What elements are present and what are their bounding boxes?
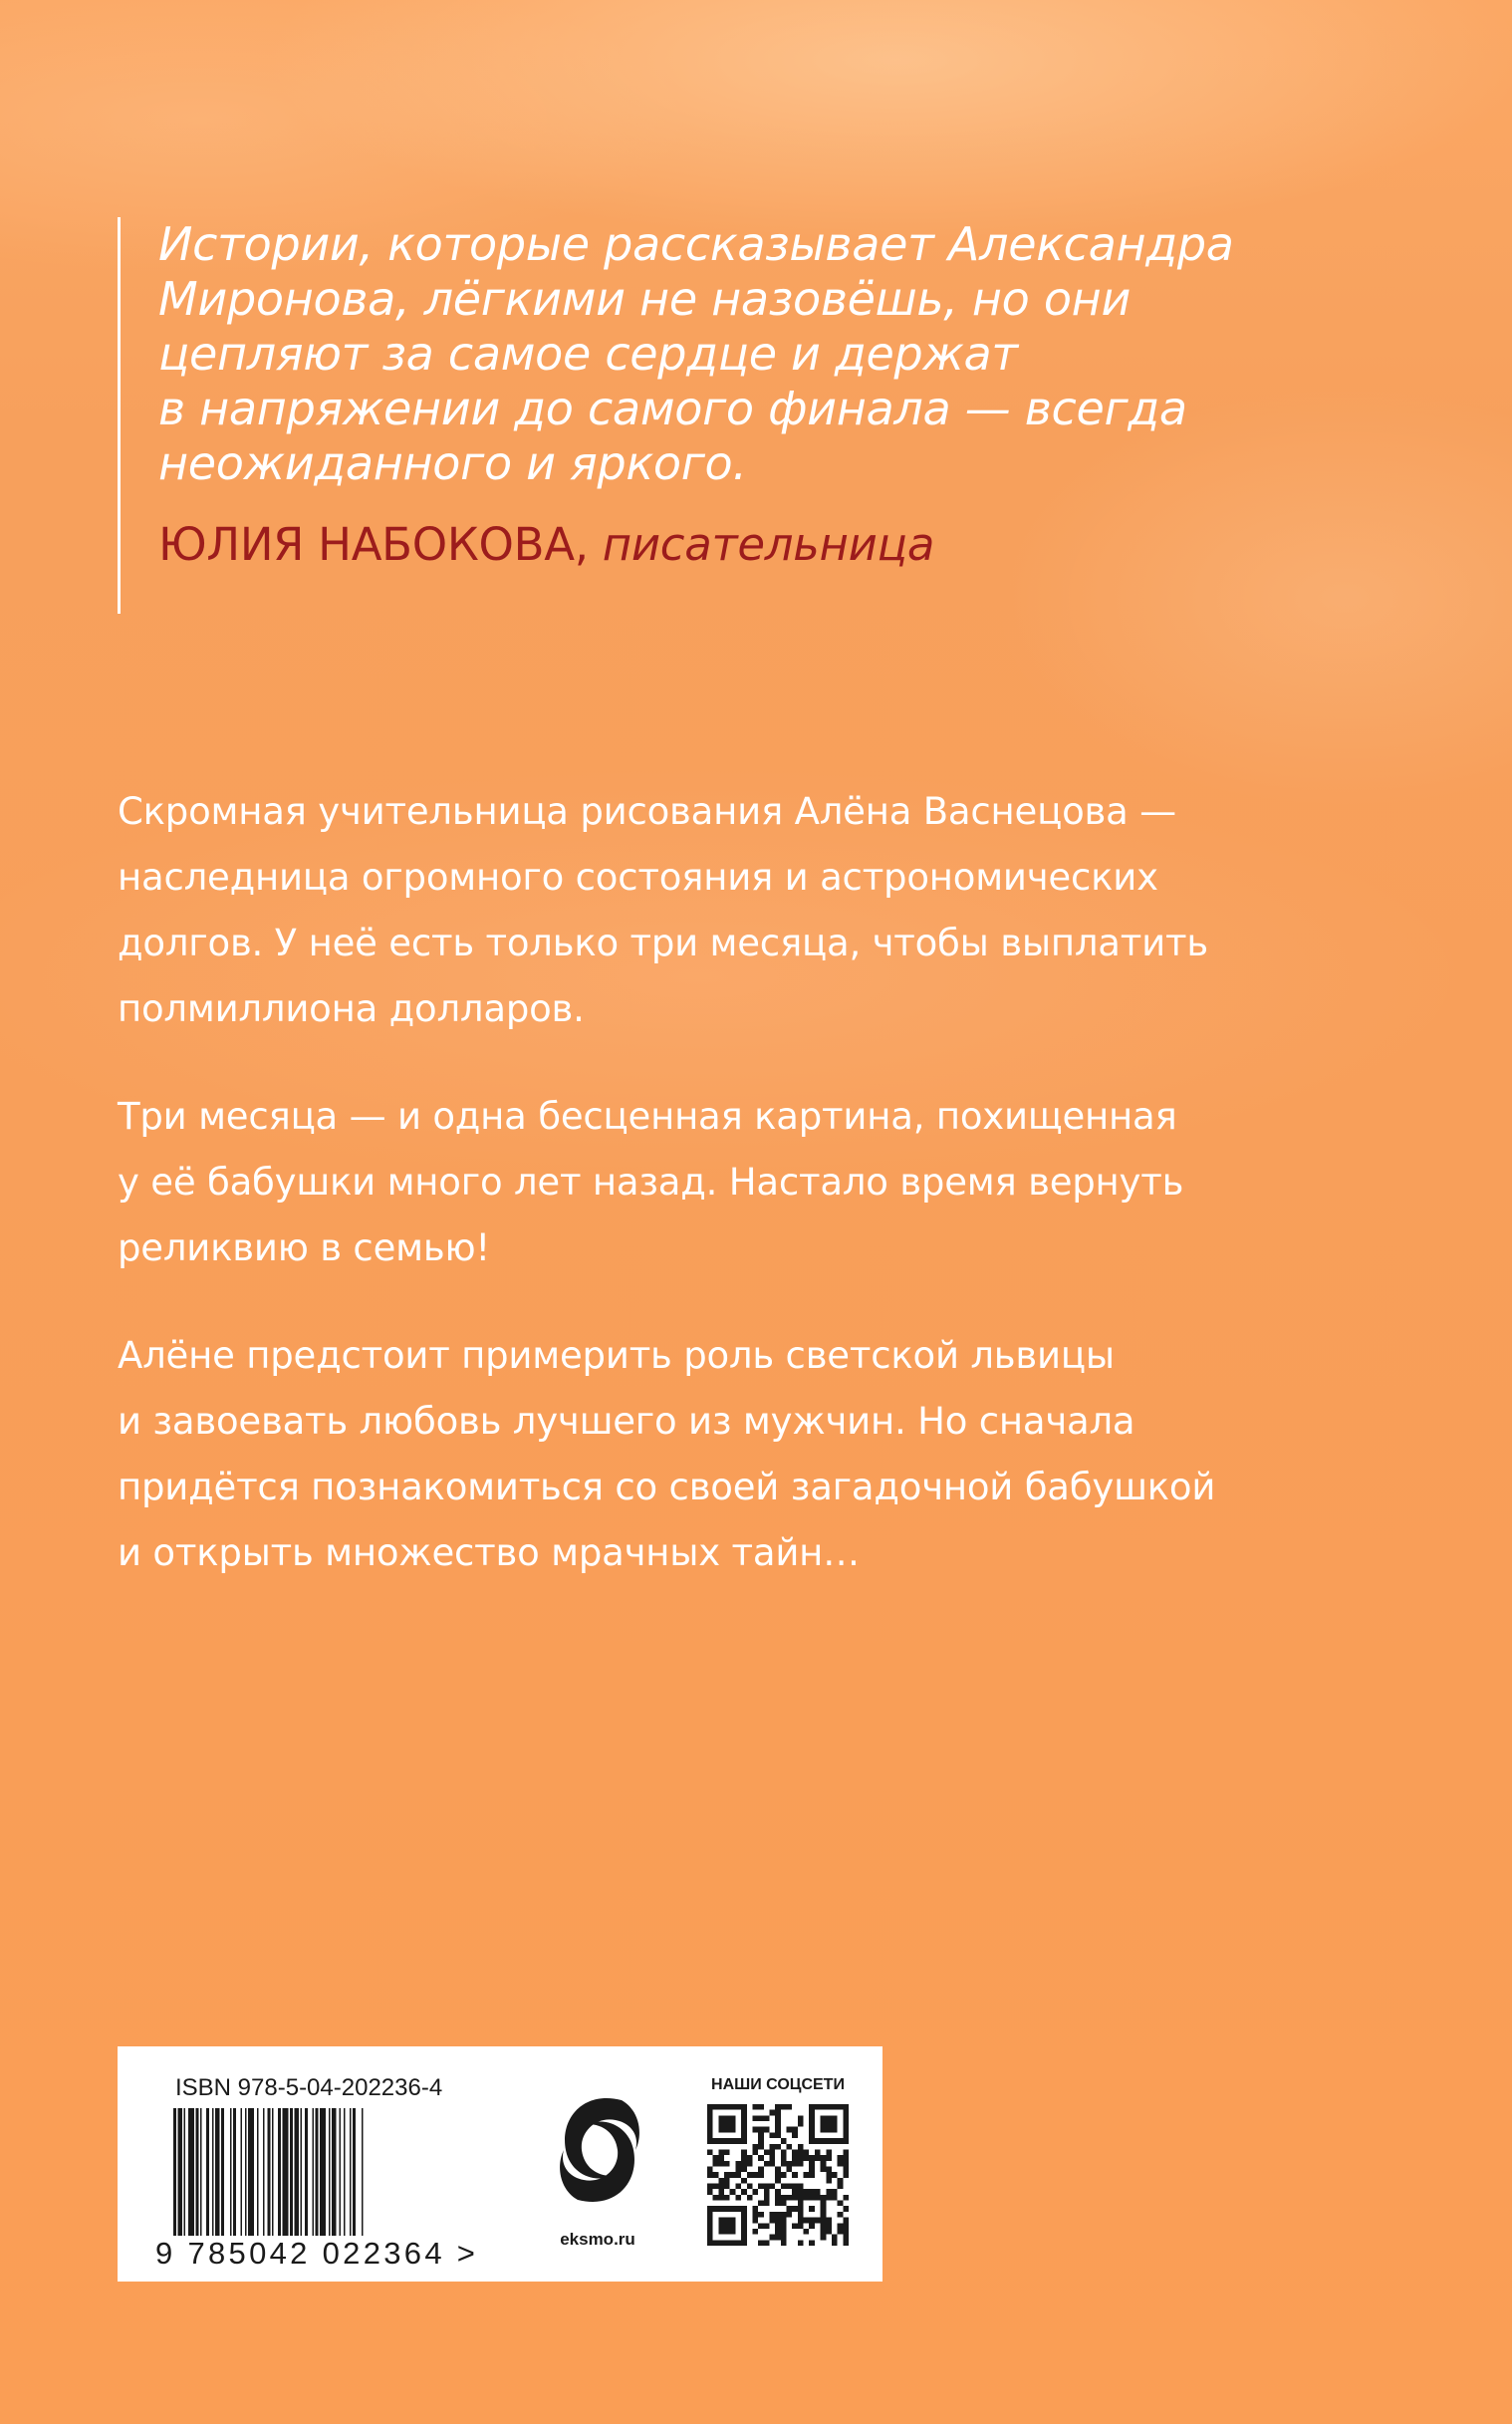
eksmo-logo-icon [552, 2080, 647, 2220]
quote-author-role: писательница [602, 518, 935, 571]
isbn-label: ISBN 978-5-04-202236-4 [175, 2074, 443, 2101]
quote-author [158, 517, 1343, 572]
annotation-paragraph: Скромная учительница рисования Алёна Васнецова — наследница огромного состояния и астрономических долгов. У неё есть только три месяца, чтобы выплатить полмиллиона долларов. [118, 790, 1208, 1030]
qr-code-icon [707, 2104, 849, 2246]
social-title: НАШИ СОЦСЕТИ [711, 2076, 845, 2093]
annotation-paragraph: Алёне предстоит примерить роль светской львицы и завоевать любовь лучшего из мужчин. Но сначала придётся познакомиться со своей загадочной бабушкой и открыть множество мрачных тайн… [118, 1334, 1216, 1574]
barcode-panel [118, 2046, 882, 2282]
quote-text: Истории, которые рассказывает Александра Миронова, лёгкими не назовёшь, но они цепляют за самое сердце и держат в напряжении до самого финала — всегда неожиданного и яркого. [158, 217, 1234, 490]
barcode-icon [173, 2108, 432, 2236]
barcode-digits: 9 785042 022364 > [155, 2236, 479, 2271]
publisher-url: eksmo.ru [560, 2230, 635, 2249]
quote-author-name: ЮЛИЯ НАБОКОВА, [158, 518, 589, 571]
book-annotation [118, 779, 1412, 1628]
annotation-paragraph: Три месяца — и одна бесценная картина, похищенная у её бабушки много лет назад. Настало время вернуть реликвию в семью! [118, 1095, 1184, 1269]
review-quote [118, 217, 1343, 614]
